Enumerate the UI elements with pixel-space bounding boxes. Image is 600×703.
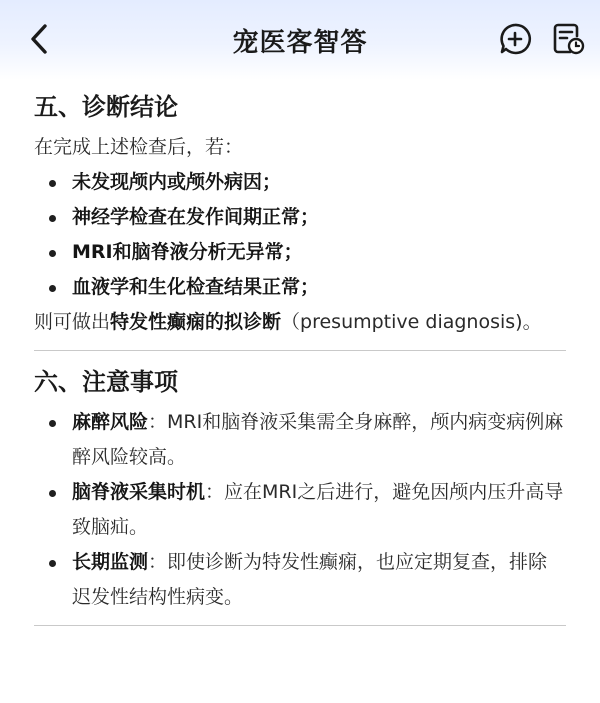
list-item: 长期监测：即使诊断为特发性癫痫，也应定期复查，排除迟发性结构性病变。 bbox=[34, 545, 566, 615]
page-title: 宠医客智答 bbox=[232, 28, 368, 58]
answer-content bbox=[0, 88, 600, 640]
conclusion-text: 则可做出特发性癫痫的拟诊断（presumptive diagnosis)。 bbox=[34, 311, 542, 333]
bullet-dot bbox=[49, 180, 56, 187]
bullet-dot bbox=[49, 285, 56, 292]
condition-list bbox=[34, 165, 566, 305]
precaution-list bbox=[34, 405, 566, 615]
bullet-dot bbox=[49, 215, 56, 222]
section-precautions bbox=[0, 365, 600, 615]
list-item: 血液学和生化检查结果正常； bbox=[34, 270, 566, 305]
list-item: MRI和脑脊液分析无异常； bbox=[34, 235, 566, 270]
list-item: 未发现颅内或颅外病因； bbox=[34, 165, 566, 200]
list-item: 脑脊液采集时机：应在MRI之后进行，避免因颅内压升高导致脑疝。 bbox=[34, 475, 566, 545]
top-bar bbox=[0, 0, 600, 80]
new-chat-button[interactable] bbox=[498, 22, 532, 56]
history-icon bbox=[551, 22, 585, 56]
divider bbox=[34, 625, 566, 626]
history-button[interactable] bbox=[551, 22, 585, 56]
bullet-dot bbox=[49, 560, 56, 567]
divider bbox=[34, 350, 566, 351]
section-heading: 六、注意事项 bbox=[34, 368, 178, 396]
chat-plus-icon bbox=[498, 22, 532, 56]
bullet-dot bbox=[49, 490, 56, 497]
intro-text: 在完成上述检查后，若： bbox=[34, 136, 244, 158]
list-item: 神经学检查在发作间期正常； bbox=[34, 200, 566, 235]
bullet-dot bbox=[49, 420, 56, 427]
section-heading: 五、诊断结论 bbox=[34, 93, 178, 121]
section-diagnosis-conclusion bbox=[0, 90, 600, 340]
bullet-dot bbox=[49, 250, 56, 257]
list-item: 麻醉风险：MRI和脑脊液采集需全身麻醉，颅内病变病例麻醉风险较高。 bbox=[34, 405, 566, 475]
